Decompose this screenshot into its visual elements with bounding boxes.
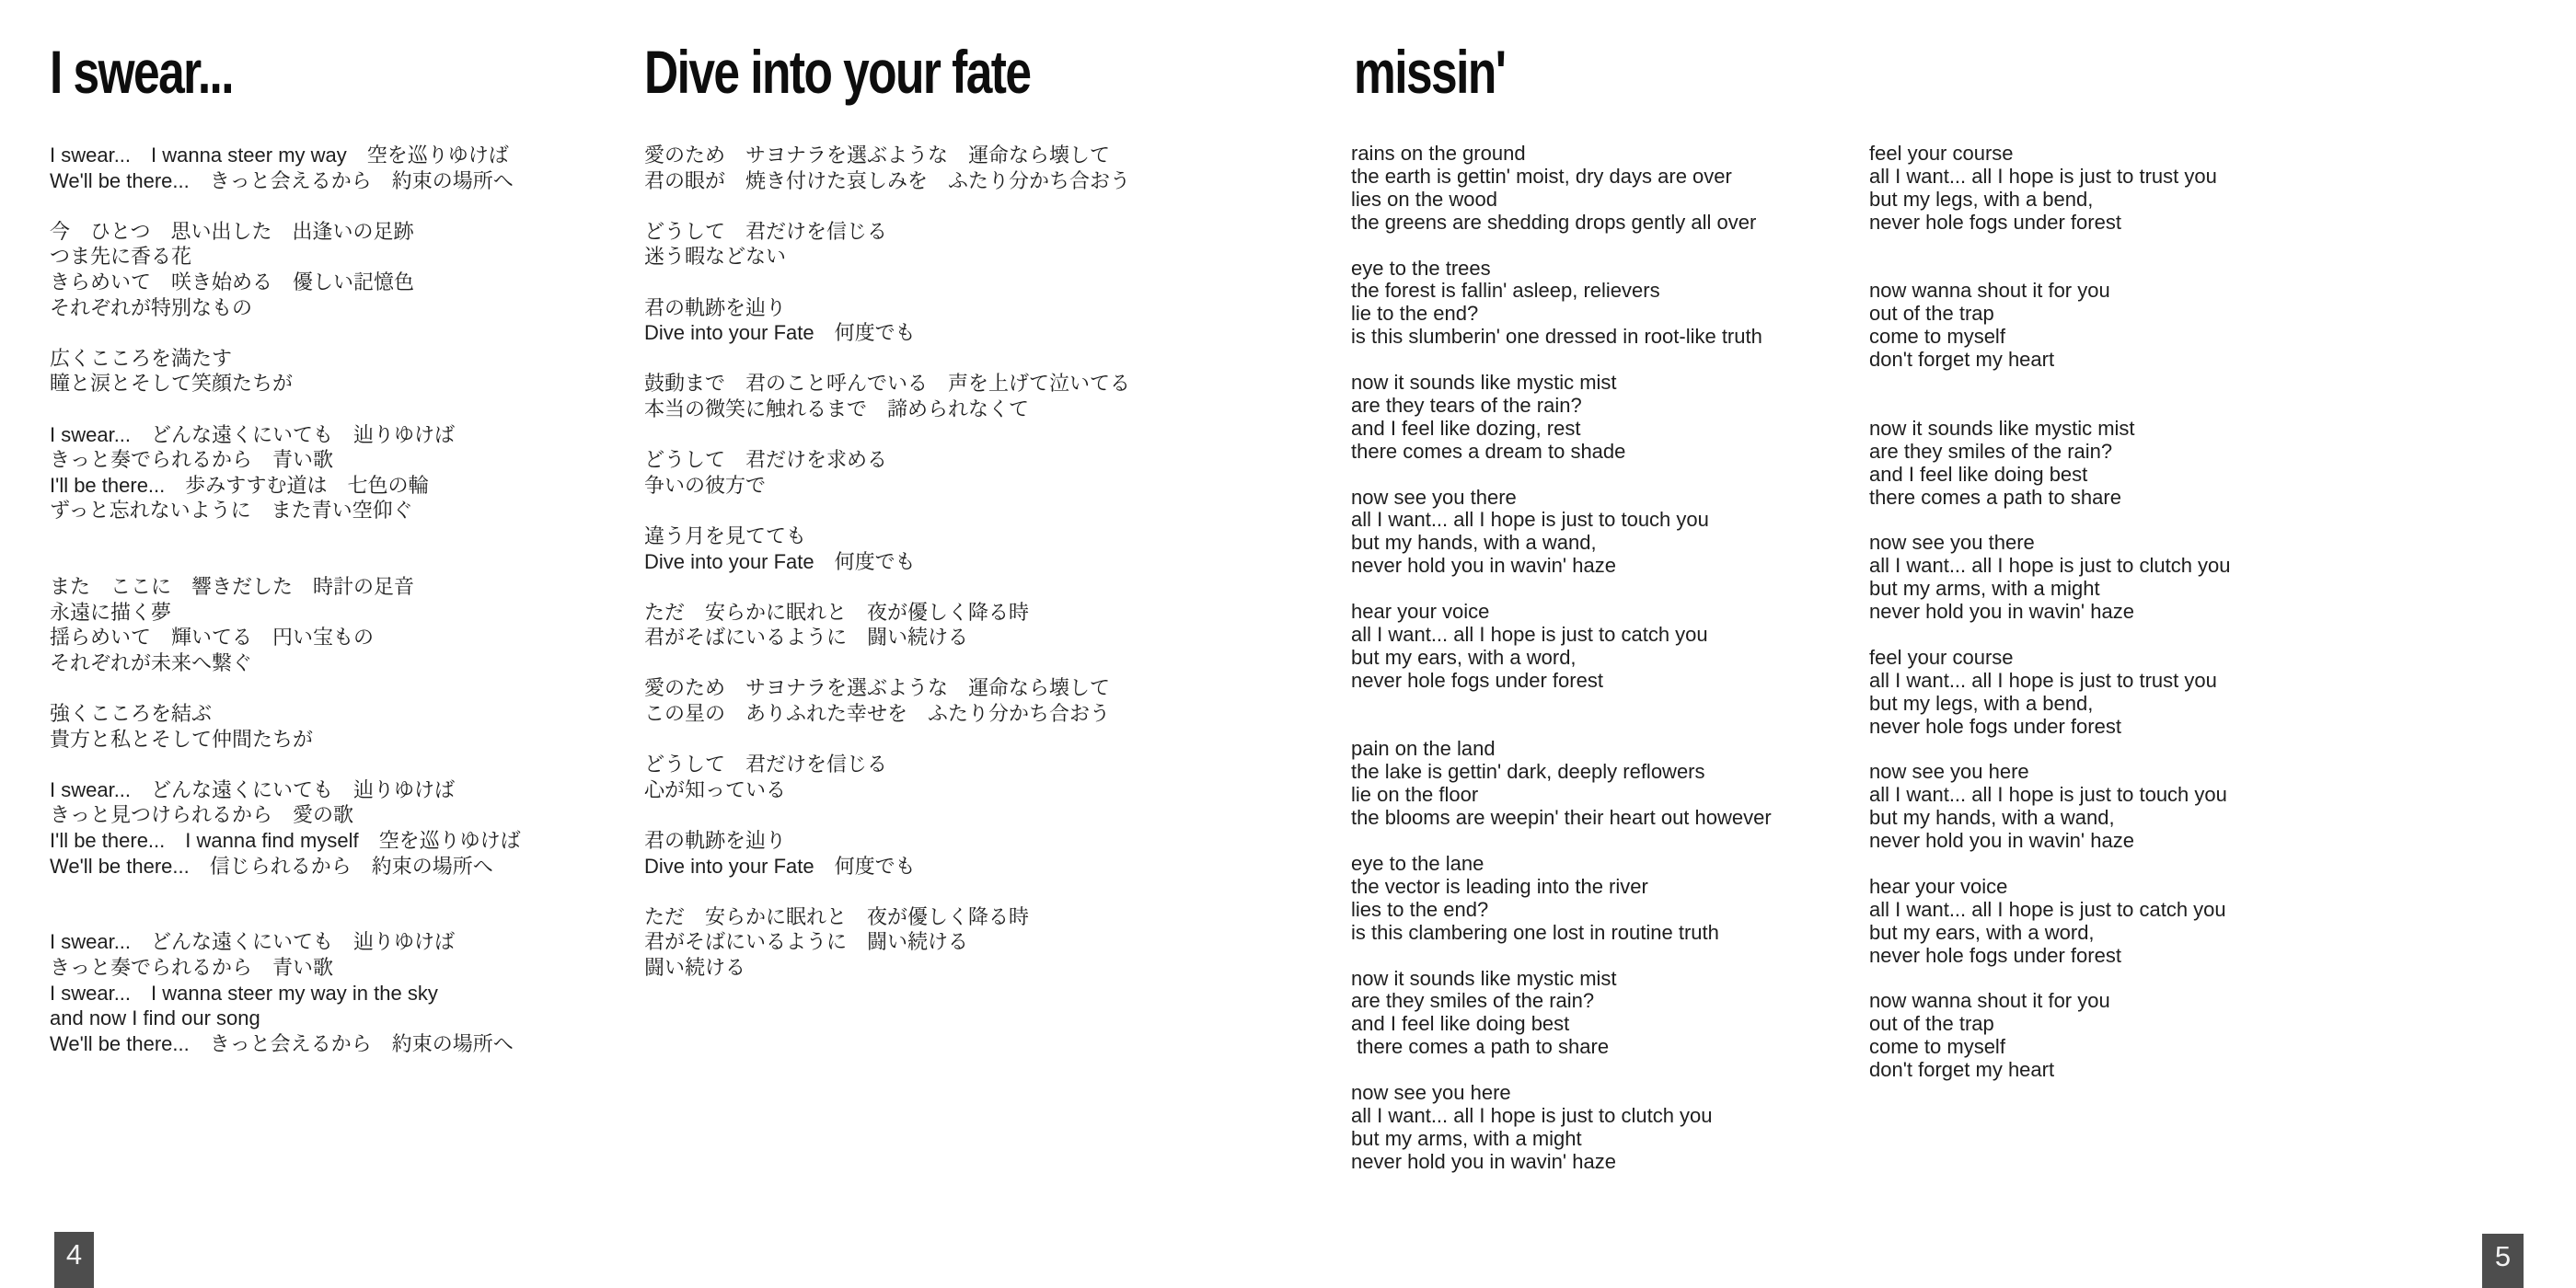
lyric-line: feel your course <box>1869 645 2014 669</box>
lyric-line: 瞳と涙とそして笑顔たちが <box>50 372 294 396</box>
lyric-stanza <box>1869 143 2231 235</box>
lyric-stanza <box>1869 418 2231 510</box>
lyric-line: I swear... どんな遠くにいても 辿りゆけば <box>50 930 456 954</box>
lyric-line: lie on the floor <box>1351 783 1479 807</box>
lyric-line: are they smiles of the rain? <box>1351 989 1595 1013</box>
lyric-line: 君の軌跡を辿り <box>644 295 787 319</box>
lyric-line: come to myself <box>1869 325 2005 349</box>
lyric-line: but my legs, with a bend, <box>1869 187 2094 211</box>
lyric-stanza <box>50 574 521 675</box>
lyric-stanza <box>644 295 1130 346</box>
lyric-stanza <box>1869 876 2231 968</box>
lyric-stanza <box>1869 761 2231 853</box>
lyric-line: I swear... どんな遠くにいても 辿りゆけば <box>50 422 456 446</box>
lyric-line: the earth is gettin' moist, dry days are over <box>1351 164 1732 188</box>
lyric-line: the greens are shedding drops gently all over <box>1351 210 1757 234</box>
lyric-line: 鼓動まで 君のこと呼んでいる 声を上げて泣いてる <box>644 372 1131 396</box>
lyric-stanza <box>644 447 1130 498</box>
lyric-line: is this clambering one lost in routine truth <box>1351 920 1719 944</box>
lyric-line: きっと奏でられるから 青い歌 <box>50 448 334 472</box>
lyric-line: pain on the land <box>1351 737 1496 761</box>
lyric-line: out of the trap <box>1869 1012 1994 1036</box>
lyric-line: the forest is fallin' asleep, relievers <box>1351 279 1660 303</box>
lyric-line: but my arms, with a might <box>1869 577 2100 601</box>
lyric-stanza <box>644 143 1130 193</box>
lyric-stanza <box>644 600 1130 650</box>
lyric-line: I swear... I wanna steer my way in the sky <box>50 981 438 1005</box>
lyric-line: 愛のため サヨナラを選ぶような 運命なら壊して <box>644 676 1111 700</box>
lyric-line: and I feel like doing best <box>1351 1012 1570 1036</box>
lyric-line: and I feel like doing best <box>1869 462 2088 486</box>
lyric-line: hear your voice <box>1351 600 1490 624</box>
lyric-line: but my ears, with a word, <box>1351 645 1577 669</box>
lyric-stanza <box>50 422 521 523</box>
lyric-stanza <box>50 143 521 193</box>
lyric-line: come to myself <box>1869 1035 2005 1059</box>
lyric-stanza <box>50 219 521 320</box>
lyric-line: now wanna shout it for you <box>1869 279 2110 303</box>
lyric-stanza <box>1869 280 2231 372</box>
lyric-line: never hold you in wavin' haze <box>1869 600 2134 624</box>
lyric-stanza <box>644 523 1130 574</box>
lyric-line: the vector is leading into the river <box>1351 874 1648 898</box>
lyric-line: all I want... all I hope is just to touch you <box>1869 783 2227 807</box>
lyric-line: 争いの彼方で <box>644 473 767 497</box>
lyric-line: 君がそばにいるように 闘い続ける <box>644 626 969 650</box>
lyric-line: never hole fogs under forest <box>1869 210 2121 234</box>
lyric-line: now it sounds like mystic mist <box>1351 371 1617 395</box>
lyric-stanza <box>50 929 521 1056</box>
lyric-line: Dive into your Fate 何度でも <box>644 854 916 878</box>
lyric-line: eye to the lane <box>1351 852 1484 875</box>
lyric-line: 本当の微笑に触れるまで 諦められなくて <box>644 397 1030 420</box>
lyric-line: I swear... どんな遠くにいても 辿りゆけば <box>50 777 456 801</box>
lyric-line: all I want... all I hope is just to catch you <box>1351 622 1708 646</box>
lyric-stanza <box>1869 532 2231 624</box>
lyric-line: 今 ひとつ 思い出した 出逢いの足跡 <box>50 219 414 243</box>
lyric-line: all I want... all I hope is just to trust you <box>1869 668 2217 692</box>
lyric-stanza <box>1351 853 1772 945</box>
lyric-line: 広くこころを満たす <box>50 346 233 370</box>
lyric-line: つま先に香る花 <box>50 245 192 269</box>
lyric-line: きっと奏でられるから 青い歌 <box>50 956 334 979</box>
lyric-line: but my arms, with a might <box>1351 1126 1582 1150</box>
lyric-line: また ここに 響きだした 時計の足音 <box>50 575 415 599</box>
lyric-stanza <box>644 675 1130 726</box>
lyric-line: now it sounds like mystic mist <box>1869 416 2135 440</box>
lyric-line: but my legs, with a bend, <box>1869 691 2094 715</box>
lyric-line: どうして 君だけを信じる <box>644 753 888 776</box>
lyric-stanza <box>50 346 521 397</box>
song-title-i-swear: I swear... <box>50 38 234 106</box>
lyrics-column-missin-left <box>1351 143 1772 1197</box>
lyric-line: We'll be there... きっと会えるから 約束の場所へ <box>50 168 514 192</box>
lyric-line: We'll be there... きっと会えるから 約束の場所へ <box>50 1031 514 1055</box>
lyric-line: Dive into your Fate 何度でも <box>644 321 916 345</box>
lyric-line: there comes a path to share <box>1869 485 2121 509</box>
lyric-stanza <box>1351 143 1772 235</box>
lyric-line: lie to the end? <box>1351 302 1479 326</box>
lyric-line: I'll be there... I wanna find myself 空を巡りゆけば <box>50 829 521 853</box>
lyric-line: I'll be there... 歩みすすむ道は 七色の輪 <box>50 473 429 497</box>
lyric-line: now wanna shout it for you <box>1869 989 2110 1013</box>
lyric-line: never hold you in wavin' haze <box>1869 829 2134 853</box>
lyric-line: and I feel like dozing, rest <box>1351 416 1581 440</box>
song-title-missin: missin' <box>1354 38 1506 106</box>
lyric-line: 迷う暇などない <box>644 245 787 269</box>
lyric-stanza <box>1351 968 1772 1060</box>
lyric-line: all I want... all I hope is just to touch you <box>1351 508 1709 532</box>
lyric-stanza <box>50 777 521 879</box>
lyric-line: is this slumberin' one dressed in root-like truth <box>1351 325 1762 349</box>
lyric-line: feel your course <box>1869 142 2014 165</box>
lyric-line: 君の眼が 焼き付けた哀しみを ふたり分かち合おう <box>644 168 1131 192</box>
lyric-line: きらめいて 咲き始める 優しい記憶色 <box>50 270 415 293</box>
lyric-line: 違う月を見てても <box>644 523 807 547</box>
lyric-stanza <box>644 904 1130 981</box>
lyric-line: all I want... all I hope is just to trust you <box>1869 164 2217 188</box>
lyric-line: ただ 安らかに眠れと 夜が優しく降る時 <box>644 600 1030 624</box>
lyric-line: there comes a dream to shade <box>1351 439 1626 463</box>
lyric-stanza <box>644 219 1130 270</box>
lyric-line: ただ 安らかに眠れと 夜が優しく降る時 <box>644 904 1030 928</box>
page-number-right: 5 <box>2482 1234 2524 1288</box>
lyric-line: but my hands, with a wand, <box>1351 531 1597 555</box>
lyric-line: 闘い続ける <box>644 956 746 979</box>
lyric-line: 貴方と私とそして仲間たちが <box>50 727 314 751</box>
lyric-stanza <box>1869 647 2231 739</box>
lyric-stanza <box>644 371 1130 421</box>
lyric-line: 君の軌跡を辿り <box>644 829 787 853</box>
lyric-line: never hold you in wavin' haze <box>1351 1149 1616 1173</box>
lyric-line: 永遠に描く夢 <box>50 600 172 624</box>
lyric-line: now see you there <box>1869 531 2035 555</box>
lyric-line: now see you here <box>1869 760 2029 784</box>
lyric-line: there comes a path to share <box>1351 1035 1610 1059</box>
lyrics-column-i-swear <box>50 143 521 1082</box>
lyric-stanza <box>1351 258 1772 350</box>
lyric-line: never hold you in wavin' haze <box>1351 554 1616 578</box>
lyric-line: We'll be there... 信じられるから 約束の場所へ <box>50 854 493 878</box>
lyric-line: lies on the wood <box>1351 187 1497 211</box>
lyric-line: それぞれが未来へ繋ぐ <box>50 650 253 674</box>
lyric-stanza <box>1351 372 1772 464</box>
lyric-line: all I want... all I hope is just to clutch you <box>1351 1103 1713 1127</box>
lyric-line: but my ears, with a word, <box>1869 920 2095 944</box>
lyric-line: are they tears of the rain? <box>1351 393 1582 417</box>
lyric-line: and now I find our song <box>50 1006 260 1030</box>
lyric-line: どうして 君だけを求める <box>644 448 888 472</box>
lyric-line: don't forget my heart <box>1869 348 2055 372</box>
lyric-line: the lake is gettin' dark, deeply reflowers <box>1351 760 1705 784</box>
lyric-line: now see you here <box>1351 1081 1511 1105</box>
lyric-line: 揺らめいて 輝いてる 円い宝もの <box>50 626 375 650</box>
lyric-line: eye to the trees <box>1351 256 1491 280</box>
lyric-line: 心が知っている <box>644 777 787 801</box>
lyric-line: all I want... all I hope is just to catch you <box>1869 897 2226 921</box>
lyric-line: hear your voice <box>1869 874 2008 898</box>
lyric-line: now see you there <box>1351 485 1517 509</box>
lyric-line: out of the trap <box>1869 302 1994 326</box>
lyric-line: 愛のため サヨナラを選ぶような 運命なら壊して <box>644 144 1111 167</box>
lyric-line: きっと見つけられるから 愛の歌 <box>50 803 354 827</box>
lyric-line: the blooms are weepin' their heart out however <box>1351 806 1772 830</box>
lyric-line: lies to the end? <box>1351 897 1489 921</box>
lyric-line: never hole fogs under forest <box>1351 668 1603 692</box>
lyric-stanza <box>1351 1082 1772 1174</box>
lyric-line: never hole fogs under forest <box>1869 714 2121 738</box>
lyric-line: Dive into your Fate 何度でも <box>644 549 916 573</box>
lyrics-column-dive-into-your-fate <box>644 143 1130 1006</box>
lyric-line: 君がそばにいるように 闘い続ける <box>644 930 969 954</box>
lyric-stanza <box>1351 601 1772 693</box>
lyric-line: rains on the ground <box>1351 142 1526 165</box>
lyric-stanza <box>1351 738 1772 830</box>
lyric-line: but my hands, with a wand, <box>1869 806 2115 830</box>
lyric-line: この星の ありふれた幸せを ふたり分かち合おう <box>644 702 1111 726</box>
lyric-line: ずっと忘れないように また青い空仰ぐ <box>50 499 413 523</box>
lyric-line: 強くこころを結ぶ <box>50 702 213 726</box>
song-title-dive-into-your-fate: Dive into your fate <box>644 38 1031 106</box>
lyric-stanza <box>644 828 1130 879</box>
lyric-stanza <box>1351 487 1772 579</box>
lyrics-column-missin-right <box>1869 143 2231 1105</box>
lyric-stanza <box>1869 990 2231 1082</box>
lyric-line: どうして 君だけを信じる <box>644 219 888 243</box>
lyric-line: I swear... I wanna steer my way 空を巡りゆけば <box>50 144 509 167</box>
lyric-line: are they smiles of the rain? <box>1869 439 2113 463</box>
lyric-line: now it sounds like mystic mist <box>1351 966 1617 990</box>
lyric-line: all I want... all I hope is just to clutch you <box>1869 554 2231 578</box>
lyric-stanza <box>644 752 1130 802</box>
lyric-stanza <box>50 701 521 752</box>
lyric-line: never hole fogs under forest <box>1869 943 2121 967</box>
lyric-line: don't forget my heart <box>1869 1058 2055 1082</box>
page-number-left: 4 <box>54 1232 94 1288</box>
lyric-line: それぞれが特別なもの <box>50 295 253 319</box>
